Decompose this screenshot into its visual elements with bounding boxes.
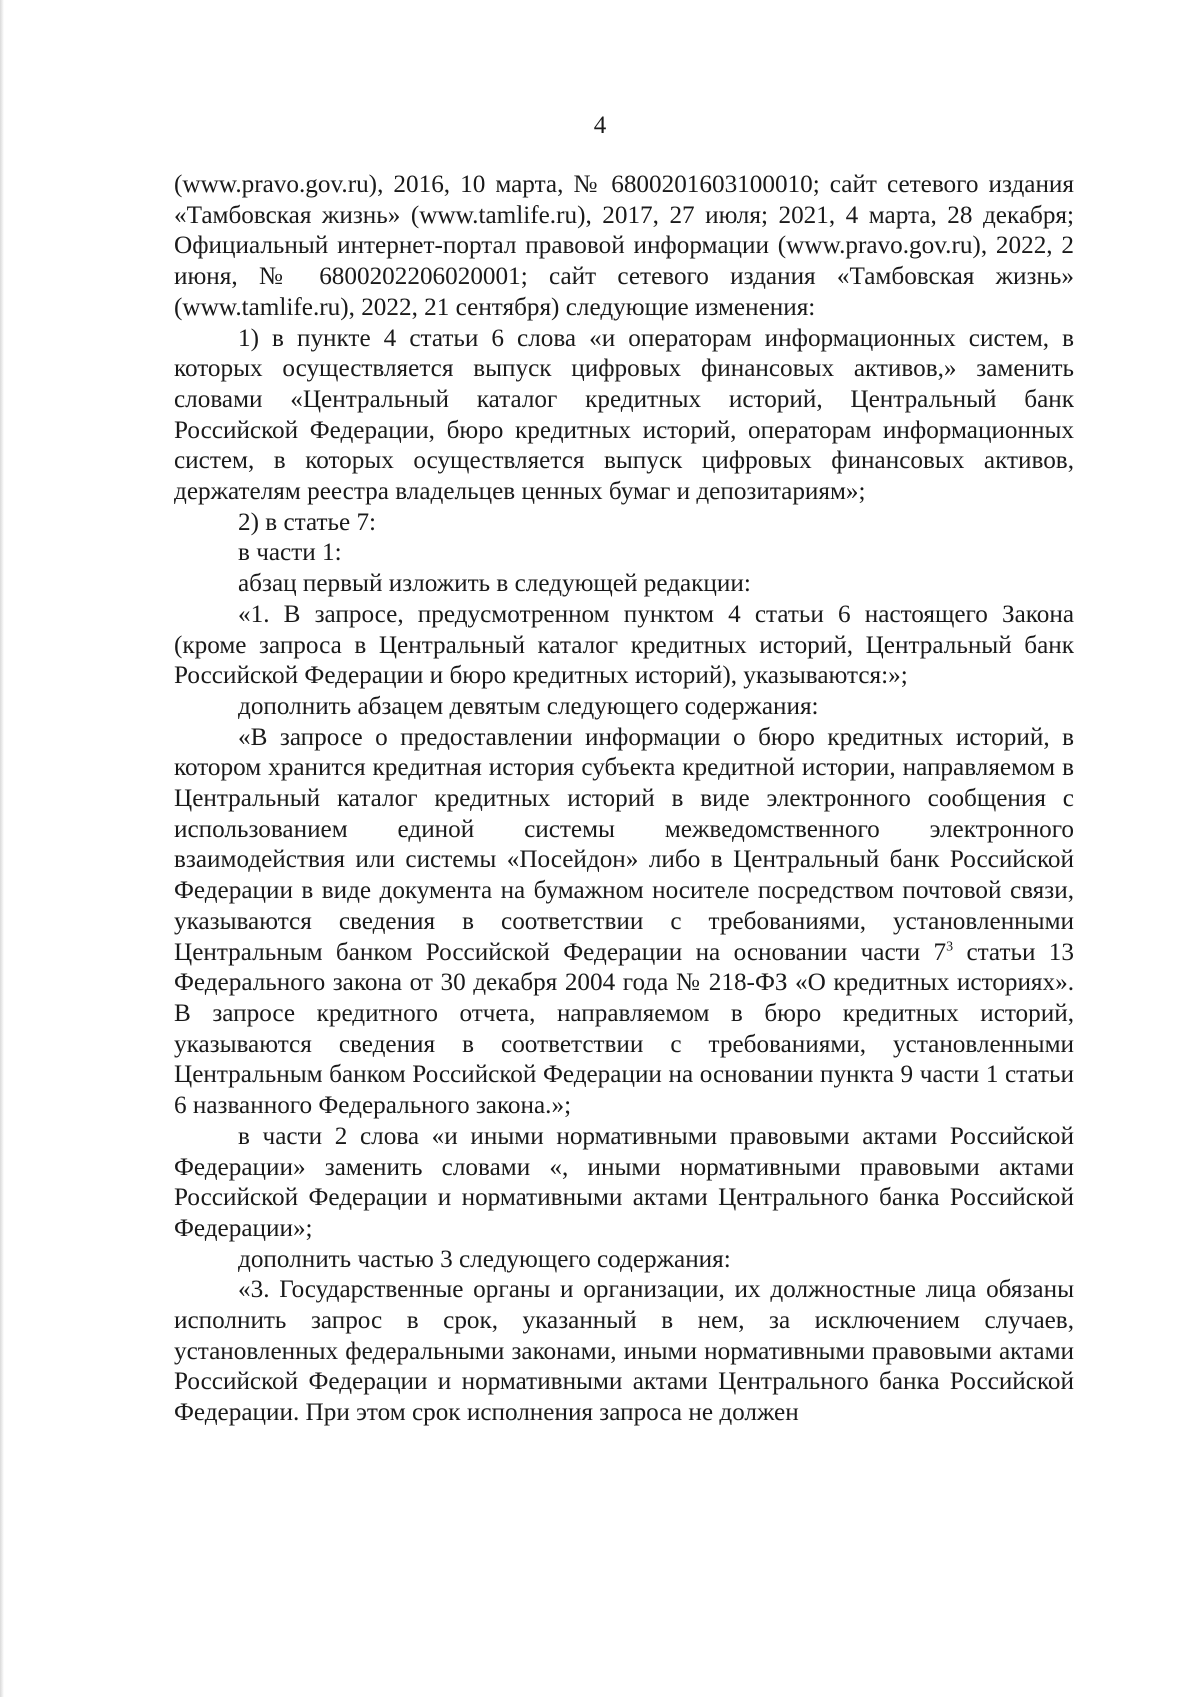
paragraph-8-part-2: статьи 13 Федерального закона от 30 декабря 2004 года № 218-ФЗ «О кредитных историях». В запросе кредитного отчета, направляемом в бюро кредитных историй, указываются сведения в соответствии с требованиями, установленными Центральным банком Российской Федерации на основании пункта 9 части 1 статьи 6 названного Федерального закона.»; (174, 938, 1074, 1120)
paragraph-9: в части 2 слова «и иными нормативными правовыми актами Российской Федерации» заменить словами «, иными нормативными правовыми актами Российской Федерации и нормативными актами Центрального банка Российской Федерации»; (174, 1122, 1074, 1242)
paragraph-3: 2) в статье 7: (238, 508, 377, 536)
document-body (174, 170, 1074, 1429)
paragraph-8-part-1: «В запросе о предоставлении информации о бюро кредитных историй, в котором хранится кредитная история субъекта кредитной истории, направляемом в Центральный каталог кредитных историй в виде электронного сообщения с использованием единой системы межведомственного электронного взаимодействия или системы «Посейдон» либо в Центральный банк Российской Федерации в виде документа на бумажном носителе посредством почтовой связи, указываются сведения в соответствии с требованиями, установленными Центральным банком Российской Федерации на основании части 7 (174, 723, 1074, 966)
paragraph-10: дополнить частью 3 следующего содержания: (238, 1245, 731, 1273)
paragraph-8 (174, 723, 1074, 1122)
paragraph-1: (www.pravo.gov.ru), 2016, 10 марта, № 6800201603100010; сайт сетевого издания «Тамбовская жизнь» (www.tamlife.ru), 2017, 27 июля; 2021, 4 марта, 28 декабря; Официальный интернет-портал правовой информации (www.pravo.gov.ru), 2022, 2 июня, № 6800202206020001; сайт сетевого издания «Тамбовская жизнь» (www.tamlife.ru), 2022, 21 сентября) следующие изменения: (174, 171, 1074, 321)
paragraph-4: в части 1: (238, 539, 342, 567)
paragraph-7: дополнить абзацем девятым следующего содержания: (238, 692, 819, 720)
page-number: 4 (593, 112, 607, 139)
paragraph-11: «3. Государственные органы и организации, их должностные лица обязаны исполнить запрос в срок, указанный в нем, за исключением случаев, установленных федеральными законами, иными нормативными правовыми актами Российской Федерации и нормативными актами Центрального банка Российской Федерации. При этом срок исполнения запроса не должен (174, 1276, 1074, 1427)
paragraph-2: 1) в пункте 4 статьи 6 слова «и операторам информационных систем, в которых осуществляется выпуск цифровых финансовых активов,» заменить словами «Центральный каталог кредитных историй, Центральный банк Российской Федерации, бюро кредитных историй, операторам информационных систем, в которых осуществляется выпуск цифровых финансовых активов, держателям реестра владельцев ценных бумаг и депозитариям»; (174, 324, 1074, 506)
superscript: 3 (946, 939, 954, 955)
paragraph-6: «1. В запросе, предусмотренном пунктом 4 статьи 6 настоящего Закона (кроме запроса в Центральный каталог кредитных историй, Центральный банк Российской Федерации и бюро кредитных историй), указываются:»; (174, 600, 1074, 690)
scan-edge (0, 0, 4, 1697)
paragraph-5: абзац первый изложить в следующей редакции: (238, 570, 751, 598)
